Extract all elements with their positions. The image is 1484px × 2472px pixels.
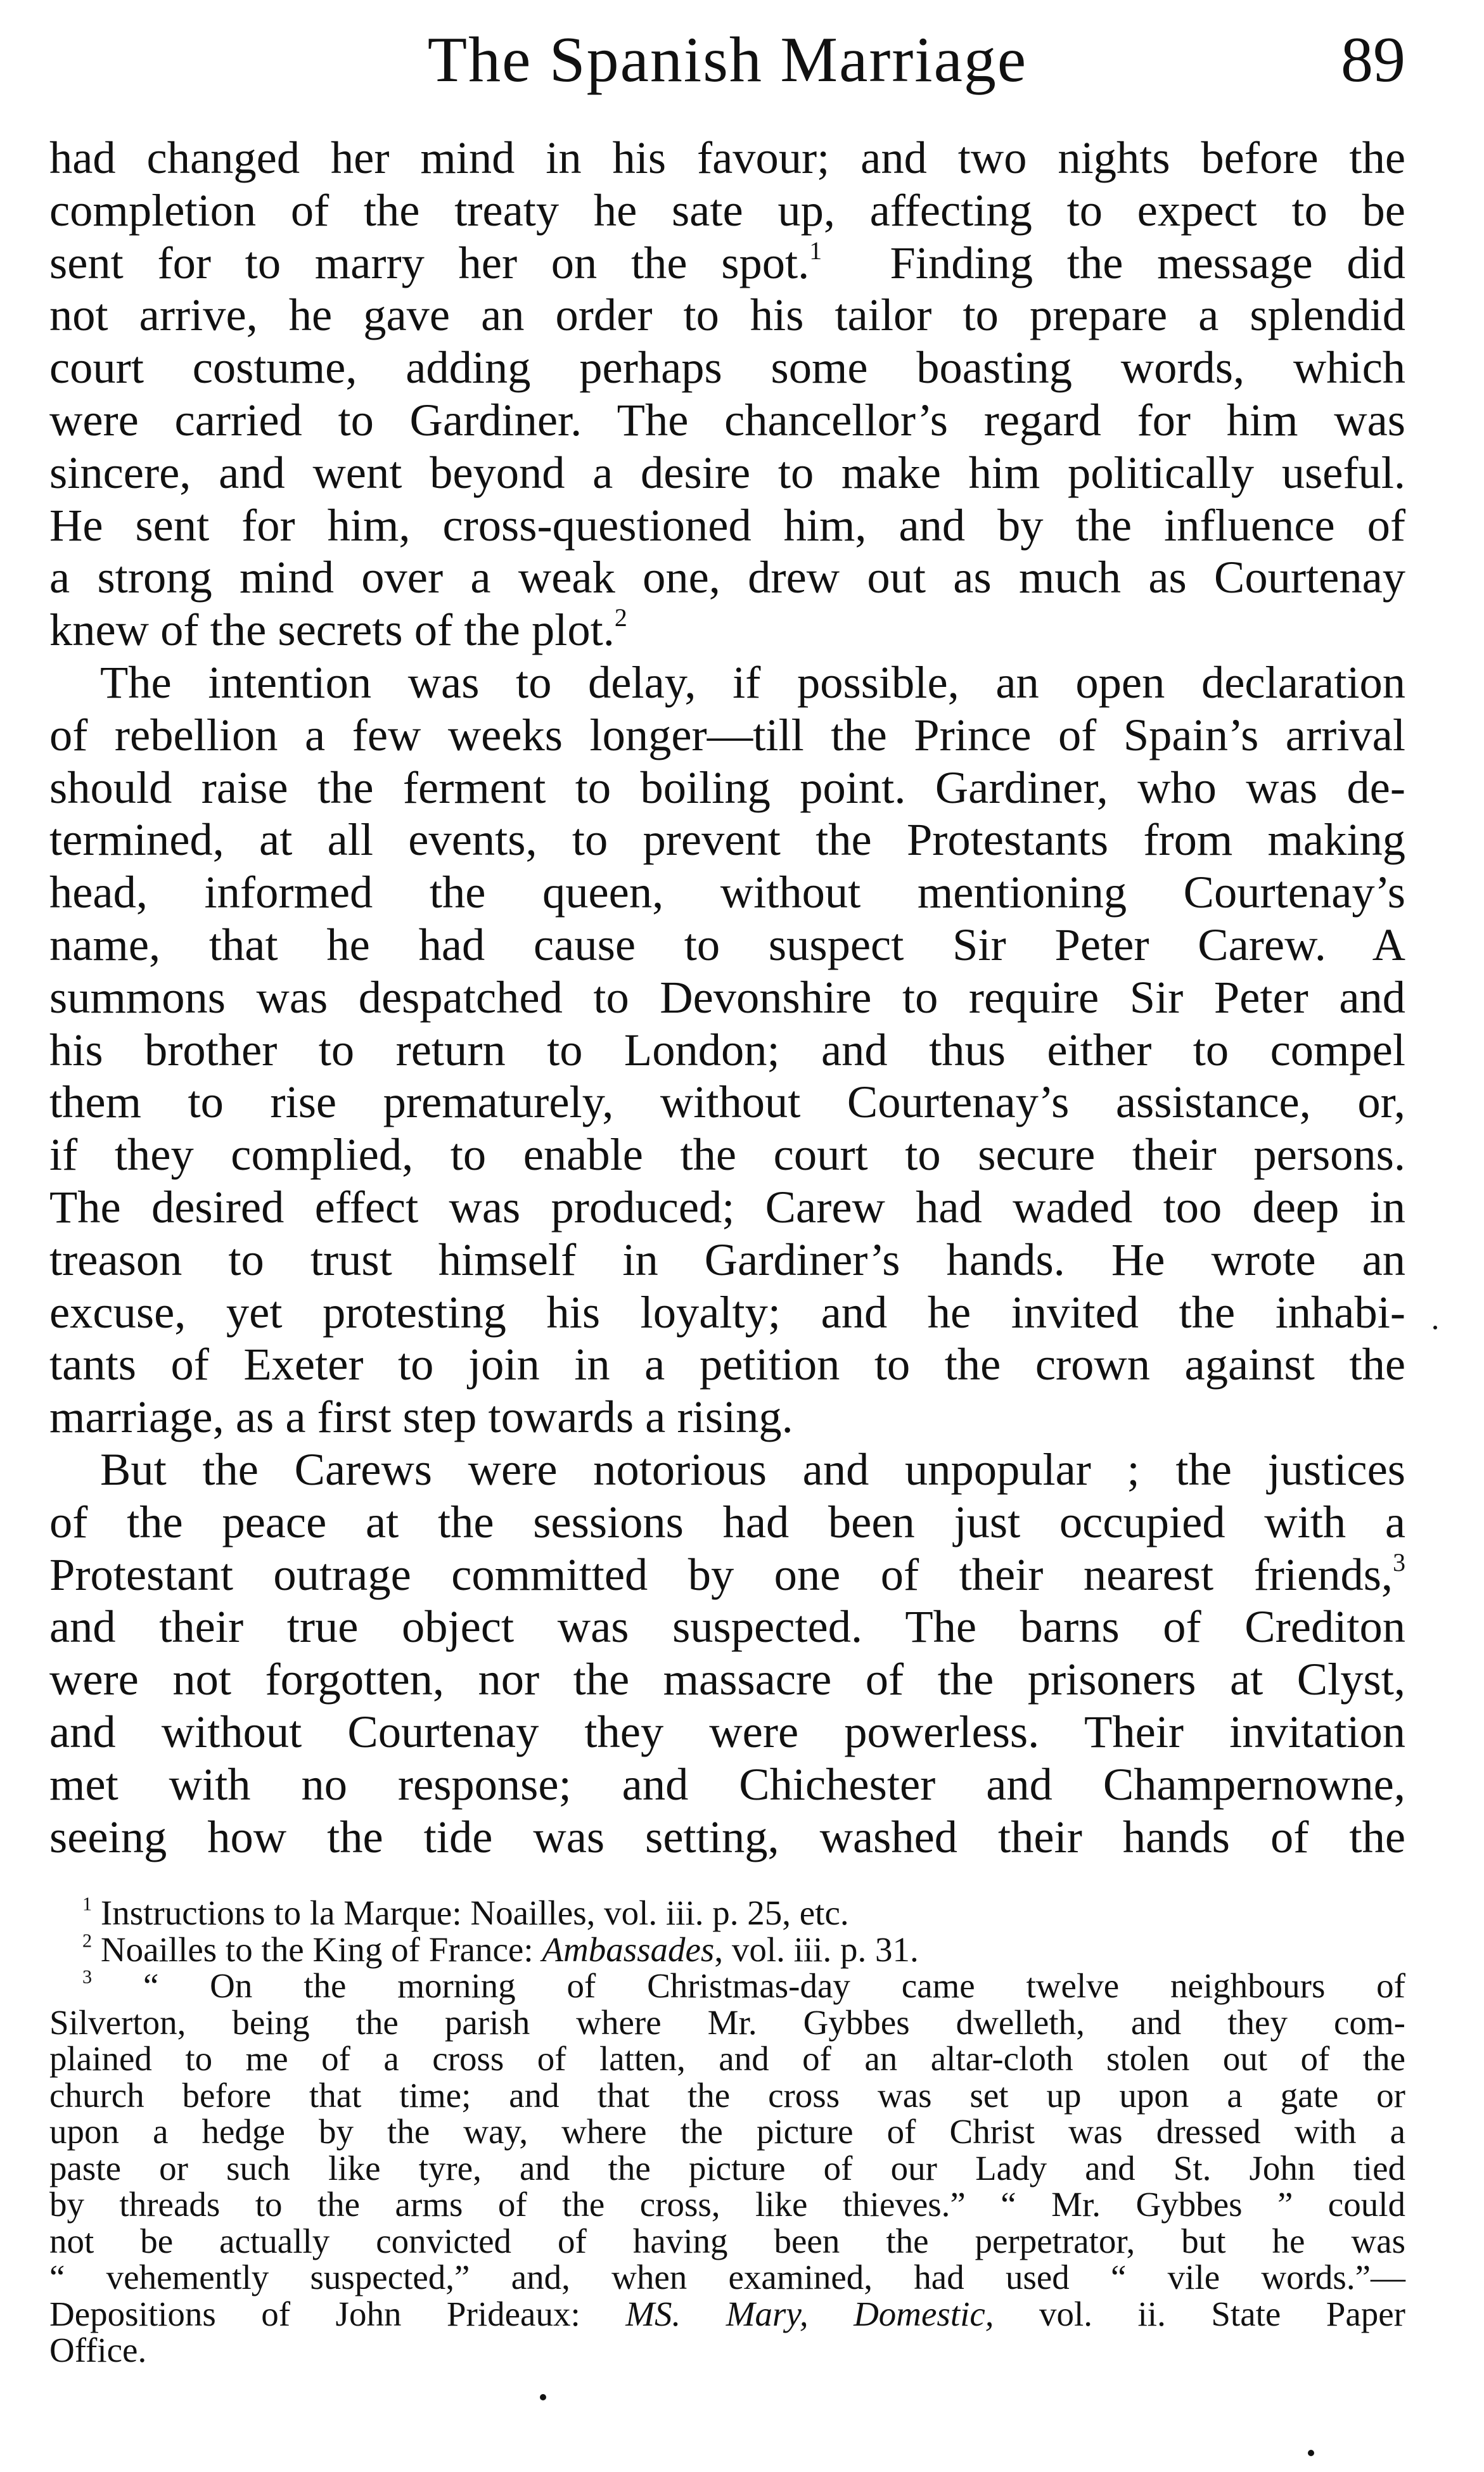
- footnote-marker: 3: [1393, 1547, 1405, 1577]
- text-line: termined, at all events, to prevent the Protestants from making: [49, 814, 1405, 866]
- text-line: Protestant outrage committed by one of their nearest friends,$^3$: [49, 1547, 1405, 1600]
- text-line: sincere, and went beyond a desire to make him politically useful.: [49, 446, 1405, 498]
- text-line: met with no response; and Chichester and Champernowne,: [49, 1758, 1405, 1810]
- text-line: The desired effect was produced; Carew had waded too deep in: [49, 1181, 1405, 1233]
- text-line: not arrive, he gave an order to his tailor to prepare a splendid: [49, 289, 1405, 341]
- footnote-line: by threads to the arms of the cross, like thieves.” “ Mr. Gybbes ” could: [49, 2185, 1405, 2224]
- text-line: head, informed the queen, without mentioning Courtenay’s: [49, 866, 1405, 918]
- footnote-line: upon a hedge by the way, where the picture of Christ was dressed with a: [49, 2112, 1405, 2151]
- footnote-line: Silverton, being the parish where Mr. Gybbes dwelleth, and they com-: [49, 2002, 1405, 2042]
- footnote-2: $^2$ Noailles to the King of France: Ambassades, vol. iii. p. 31.: [82, 1929, 919, 1969]
- text-line: knew of the secrets of the plot.$^2$: [49, 603, 627, 656]
- text-line: his brother to return to London; and thus either to compel: [49, 1023, 1405, 1075]
- ink-speck: [1308, 2450, 1314, 2456]
- footnote-number: 1: [82, 1893, 93, 1915]
- body-text: [49, 132, 1405, 1863]
- text-line: of the peace at the sessions had been just occupied with a: [49, 1495, 1405, 1547]
- footnote-line: plained to me of a cross of latten, and of an altar-cloth stolen out of the: [49, 2039, 1405, 2078]
- text-line: them to rise prematurely, without Courtenay’s assistance, or,: [49, 1076, 1405, 1128]
- text-line: and without Courtenay they were powerless. Their invitation: [49, 1705, 1405, 1757]
- text-line: of rebellion a few weeks longer—till the Prince of Spain’s arrival: [49, 708, 1405, 760]
- text-line: The intention was to delay, if possible, an open declaration: [100, 656, 1405, 708]
- footnote-line: not be actually convicted of having been the perpetrator, but he was: [49, 2221, 1405, 2260]
- text-line: court costume, adding perhaps some boasting words, which: [49, 342, 1405, 394]
- text-line: name, that he had cause to suspect Sir Peter Carew. A: [49, 918, 1405, 970]
- text-line: marriage, as a first step towards a rising.: [49, 1391, 793, 1443]
- text-line: He sent for him, cross-questioned him, and by the influence of: [49, 499, 1405, 551]
- text-line: sent for to marry her on the spot.$^1$ Finding the message did: [49, 236, 1406, 288]
- footnote-1: $^1$ Instructions to la Marque: Noailles, vol. iii. p. 25, etc.: [82, 1893, 849, 1932]
- text-line: excuse, yet protesting his loyalty; and he invited the inhabi-: [49, 1286, 1405, 1338]
- text-line: completion of the treaty he sate up, affecting to expect to be: [49, 184, 1405, 236]
- text-line: But the Carews were notorious and unpopular ; the justices: [100, 1443, 1405, 1495]
- footnote-line: Depositions of John Prideaux: MS. Mary, Domestic, vol. ii. State Paper: [49, 2294, 1405, 2333]
- ink-speck: [540, 2394, 546, 2400]
- page-number: 89: [1341, 24, 1405, 96]
- text-line: treason to trust himself in Gardiner’s hands. He wrote an: [49, 1233, 1405, 1285]
- text-line: tants of Exeter to join in a petition to the crown against the: [49, 1338, 1405, 1390]
- footnote-line: paste or such like tyre, and the picture of our Lady and St. John tied: [49, 2148, 1405, 2187]
- footnote-line: church before that time; and that the cross was set up upon a gate or: [49, 2075, 1405, 2115]
- footnotes: [49, 1895, 1405, 2369]
- footnote-line: Office.: [49, 2331, 147, 2369]
- text-line: had changed her mind in his favour; and two nights before the: [49, 132, 1405, 183]
- text-line: were carried to Gardiner. The chancellor’s regard for him was: [49, 394, 1405, 445]
- italic-title: Ambassades: [542, 1930, 715, 1969]
- footnote-marker: 1: [809, 236, 822, 265]
- footnote-number: 2: [82, 1929, 93, 1951]
- footnote-line: “ vehemently suspected,” and, when examined, had used “ vile words.”—: [49, 2258, 1405, 2296]
- footnote-marker: 2: [614, 603, 627, 632]
- running-head: The Spanish Marriage: [427, 24, 1028, 96]
- text-line: should raise the ferment to boiling point. Gardiner, who was de-: [49, 761, 1405, 813]
- text-line: were not forgotten, nor the massacre of the prisoners at Clyst,: [49, 1653, 1405, 1705]
- text-line: if they complied, to enable the court to secure their persons.: [49, 1129, 1405, 1181]
- ink-speck: [1433, 1326, 1437, 1329]
- text-line: seeing how the tide was setting, washed their hands of the: [49, 1810, 1405, 1862]
- page-header: [49, 19, 1405, 101]
- footnote-number: 3: [82, 1966, 93, 1988]
- text-line: summons was despatched to Devonshire to require Sir Peter and: [49, 971, 1405, 1023]
- footnote-3: $^3$ “ On the morning of Christmas-day came twelve neighbours of: [82, 1966, 1406, 2005]
- italic-title: MS. Mary, Domestic,: [625, 2294, 994, 2333]
- text-line: and their true object was suspected. The barns of Crediton: [49, 1601, 1405, 1653]
- text-line: a strong mind over a weak one, drew out as much as Courtenay: [49, 551, 1405, 603]
